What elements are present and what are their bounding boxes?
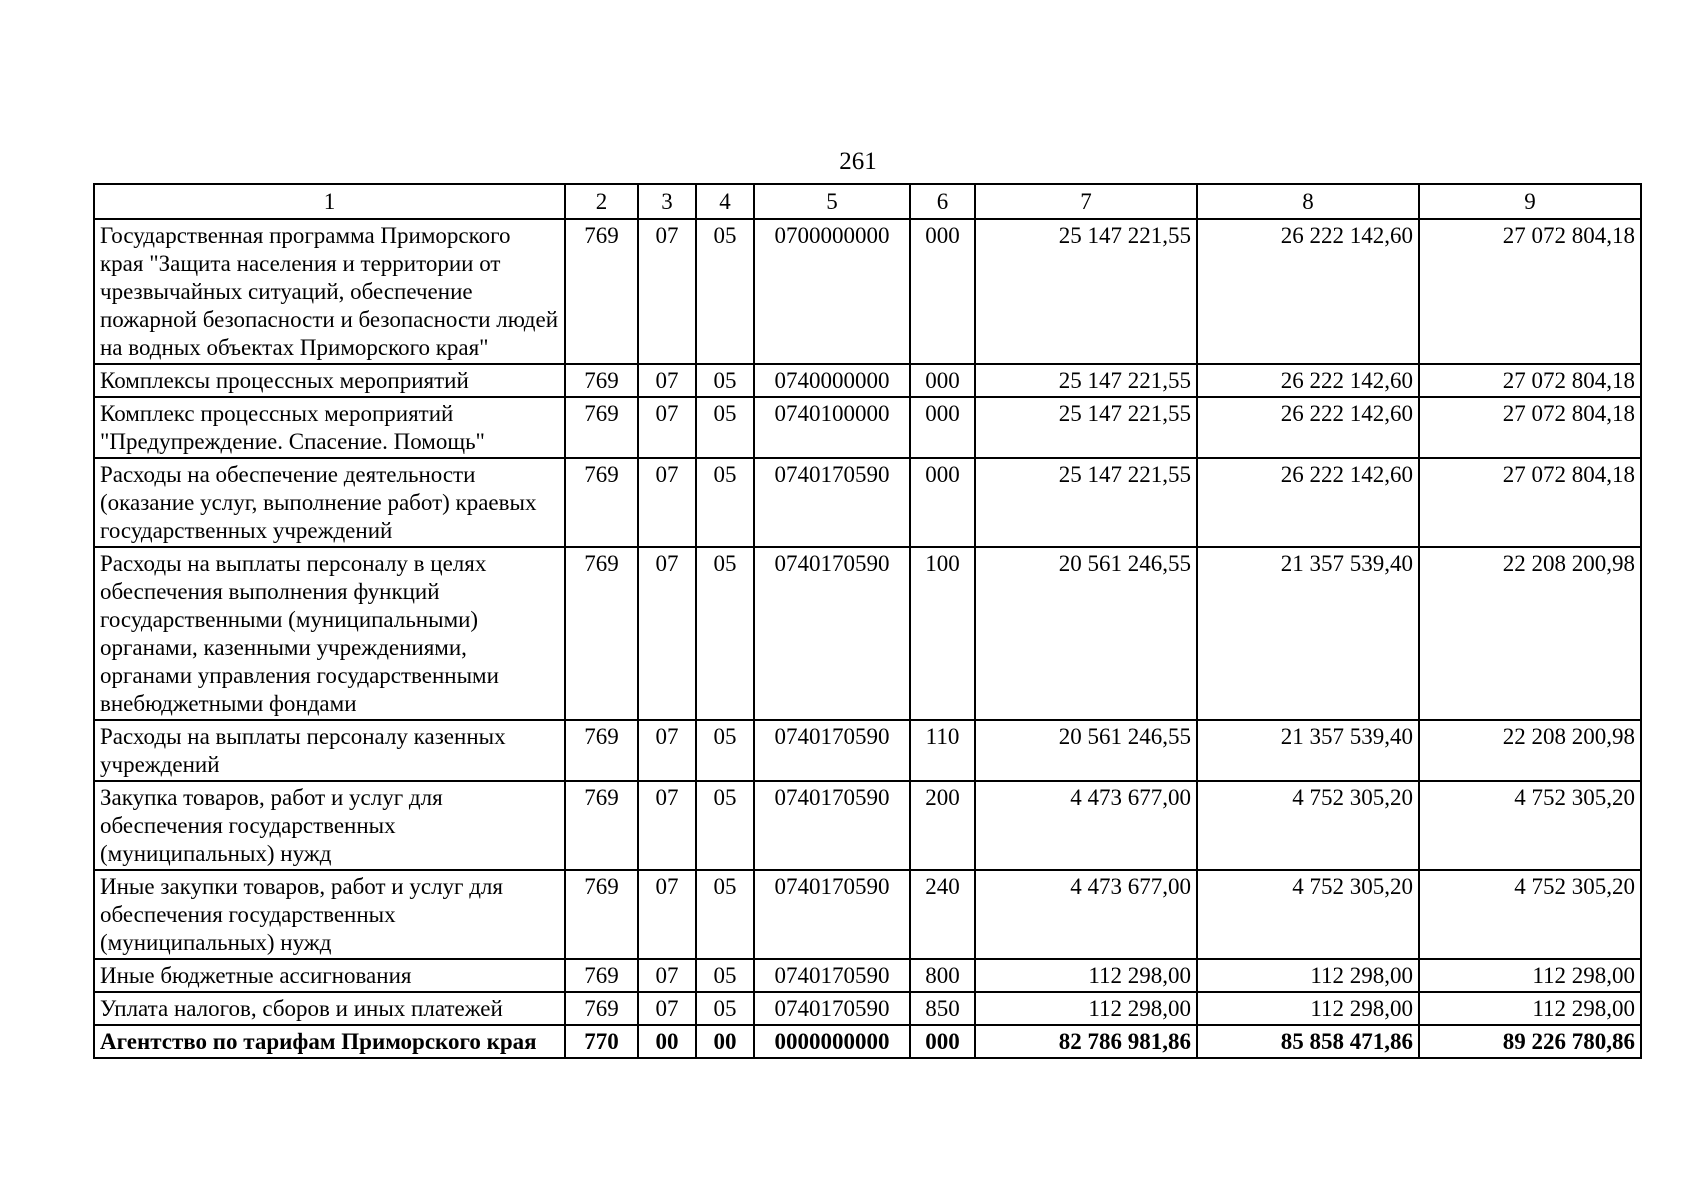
table-row <box>94 781 1641 870</box>
expense-type-cell: 110 <box>910 720 975 781</box>
column-header: 8 <box>1197 184 1419 219</box>
row-name-cell: Расходы на выплаты персоналу казенных учреждений <box>94 720 565 781</box>
amount-year3-cell: 4 752 305,20 <box>1419 781 1641 870</box>
amount-year3-cell: 27 072 804,18 <box>1419 458 1641 547</box>
expense-type-cell: 000 <box>910 397 975 458</box>
subsection-cell: 05 <box>696 397 754 458</box>
target-article-cell: 0740000000 <box>754 364 910 397</box>
admin-code-cell: 769 <box>565 781 638 870</box>
amount-year3-cell: 27 072 804,18 <box>1419 219 1641 364</box>
admin-code-cell: 769 <box>565 219 638 364</box>
section-cell: 07 <box>638 992 696 1025</box>
row-name-cell: Комплекс процессных мероприятий "Предупреждение. Спасение. Помощь" <box>94 397 565 458</box>
table-row <box>94 720 1641 781</box>
admin-code-cell: 769 <box>565 547 638 720</box>
amount-year1-cell: 20 561 246,55 <box>975 720 1197 781</box>
table-row <box>94 364 1641 397</box>
section-cell: 07 <box>638 959 696 992</box>
amount-year1-cell: 4 473 677,00 <box>975 781 1197 870</box>
admin-code-cell: 770 <box>565 1025 638 1058</box>
amount-year2-cell: 4 752 305,20 <box>1197 781 1419 870</box>
section-cell: 07 <box>638 397 696 458</box>
expense-type-cell: 240 <box>910 870 975 959</box>
amount-year2-cell: 112 298,00 <box>1197 959 1419 992</box>
column-header: 2 <box>565 184 638 219</box>
table-row <box>94 547 1641 720</box>
target-article-cell: 0740170590 <box>754 458 910 547</box>
amount-year3-cell: 22 208 200,98 <box>1419 547 1641 720</box>
amount-year2-cell: 112 298,00 <box>1197 992 1419 1025</box>
subsection-cell: 05 <box>696 458 754 547</box>
admin-code-cell: 769 <box>565 397 638 458</box>
row-name-cell: Агентство по тарифам Приморского края <box>94 1025 565 1058</box>
subsection-cell: 05 <box>696 547 754 720</box>
subsection-cell: 05 <box>696 992 754 1025</box>
expense-type-cell: 850 <box>910 992 975 1025</box>
row-name-cell: Закупка товаров, работ и услуг для обеспечения государственных (муниципальных) нужд <box>94 781 565 870</box>
amount-year3-cell: 27 072 804,18 <box>1419 397 1641 458</box>
table-row <box>94 959 1641 992</box>
subsection-cell: 05 <box>696 364 754 397</box>
section-cell: 07 <box>638 547 696 720</box>
subsection-cell: 05 <box>696 781 754 870</box>
target-article-cell: 0740170590 <box>754 720 910 781</box>
table-row <box>94 219 1641 364</box>
section-cell: 07 <box>638 219 696 364</box>
row-name-cell: Иные бюджетные ассигнования <box>94 959 565 992</box>
table-row <box>94 1025 1641 1058</box>
expense-type-cell: 000 <box>910 458 975 547</box>
amount-year1-cell: 20 561 246,55 <box>975 547 1197 720</box>
section-cell: 07 <box>638 364 696 397</box>
row-name-cell: Комплексы процессных мероприятий <box>94 364 565 397</box>
amount-year3-cell: 112 298,00 <box>1419 959 1641 992</box>
admin-code-cell: 769 <box>565 720 638 781</box>
amount-year1-cell: 25 147 221,55 <box>975 397 1197 458</box>
column-header: 7 <box>975 184 1197 219</box>
column-header: 5 <box>754 184 910 219</box>
target-article-cell: 0740170590 <box>754 992 910 1025</box>
header-row <box>94 184 1641 219</box>
section-cell: 07 <box>638 870 696 959</box>
section-cell: 00 <box>638 1025 696 1058</box>
table-row <box>94 992 1641 1025</box>
table-row <box>94 458 1641 547</box>
amount-year2-cell: 26 222 142,60 <box>1197 219 1419 364</box>
subsection-cell: 05 <box>696 720 754 781</box>
column-header: 9 <box>1419 184 1641 219</box>
column-header: 1 <box>94 184 565 219</box>
amount-year1-cell: 112 298,00 <box>975 992 1197 1025</box>
subsection-cell: 05 <box>696 959 754 992</box>
amount-year3-cell: 4 752 305,20 <box>1419 870 1641 959</box>
amount-year1-cell: 112 298,00 <box>975 959 1197 992</box>
amount-year2-cell: 85 858 471,86 <box>1197 1025 1419 1058</box>
amount-year3-cell: 22 208 200,98 <box>1419 720 1641 781</box>
section-cell: 07 <box>638 781 696 870</box>
amount-year3-cell: 89 226 780,86 <box>1419 1025 1641 1058</box>
amount-year2-cell: 26 222 142,60 <box>1197 397 1419 458</box>
page-number: 261 <box>839 148 877 175</box>
amount-year2-cell: 26 222 142,60 <box>1197 458 1419 547</box>
subsection-cell: 05 <box>696 870 754 959</box>
table-body <box>94 219 1641 1058</box>
target-article-cell: 0700000000 <box>754 219 910 364</box>
amount-year2-cell: 4 752 305,20 <box>1197 870 1419 959</box>
subsection-cell: 05 <box>696 219 754 364</box>
table-row <box>94 870 1641 959</box>
amount-year1-cell: 25 147 221,55 <box>975 458 1197 547</box>
amount-year3-cell: 27 072 804,18 <box>1419 364 1641 397</box>
admin-code-cell: 769 <box>565 992 638 1025</box>
row-name-cell: Расходы на выплаты персоналу в целях обеспечения выполнения функций государственными (муниципальными) органами, казенными учреждениями, органами управления государственными внебюджетными фондами <box>94 547 565 720</box>
target-article-cell: 0740170590 <box>754 870 910 959</box>
admin-code-cell: 769 <box>565 364 638 397</box>
expense-type-cell: 000 <box>910 1025 975 1058</box>
row-name-cell: Уплата налогов, сборов и иных платежей <box>94 992 565 1025</box>
amount-year2-cell: 21 357 539,40 <box>1197 547 1419 720</box>
amount-year3-cell: 112 298,00 <box>1419 992 1641 1025</box>
column-header: 6 <box>910 184 975 219</box>
expense-type-cell: 000 <box>910 364 975 397</box>
column-header: 3 <box>638 184 696 219</box>
target-article-cell: 0000000000 <box>754 1025 910 1058</box>
amount-year1-cell: 4 473 677,00 <box>975 870 1197 959</box>
subsection-cell: 00 <box>696 1025 754 1058</box>
row-name-cell: Иные закупки товаров, работ и услуг для обеспечения государственных (муниципальных) нужд <box>94 870 565 959</box>
amount-year1-cell: 25 147 221,55 <box>975 364 1197 397</box>
target-article-cell: 0740100000 <box>754 397 910 458</box>
target-article-cell: 0740170590 <box>754 547 910 720</box>
admin-code-cell: 769 <box>565 458 638 547</box>
row-name-cell: Расходы на обеспечение деятельности (оказание услуг, выполнение работ) краевых государственных учреждений <box>94 458 565 547</box>
expense-type-cell: 800 <box>910 959 975 992</box>
budget-table <box>93 183 1642 1059</box>
amount-year2-cell: 21 357 539,40 <box>1197 720 1419 781</box>
table-row <box>94 397 1641 458</box>
section-cell: 07 <box>638 458 696 547</box>
section-cell: 07 <box>638 720 696 781</box>
expense-type-cell: 000 <box>910 219 975 364</box>
admin-code-cell: 769 <box>565 959 638 992</box>
amount-year2-cell: 26 222 142,60 <box>1197 364 1419 397</box>
target-article-cell: 0740170590 <box>754 959 910 992</box>
admin-code-cell: 769 <box>565 870 638 959</box>
amount-year1-cell: 82 786 981,86 <box>975 1025 1197 1058</box>
expense-type-cell: 100 <box>910 547 975 720</box>
expense-type-cell: 200 <box>910 781 975 870</box>
row-name-cell: Государственная программа Приморского края "Защита населения и территории от чрезвычайных ситуаций, обеспечение пожарной безопасности и безопасности людей на водных объектах Приморского края" <box>94 219 565 364</box>
target-article-cell: 0740170590 <box>754 781 910 870</box>
column-header: 4 <box>696 184 754 219</box>
amount-year1-cell: 25 147 221,55 <box>975 219 1197 364</box>
